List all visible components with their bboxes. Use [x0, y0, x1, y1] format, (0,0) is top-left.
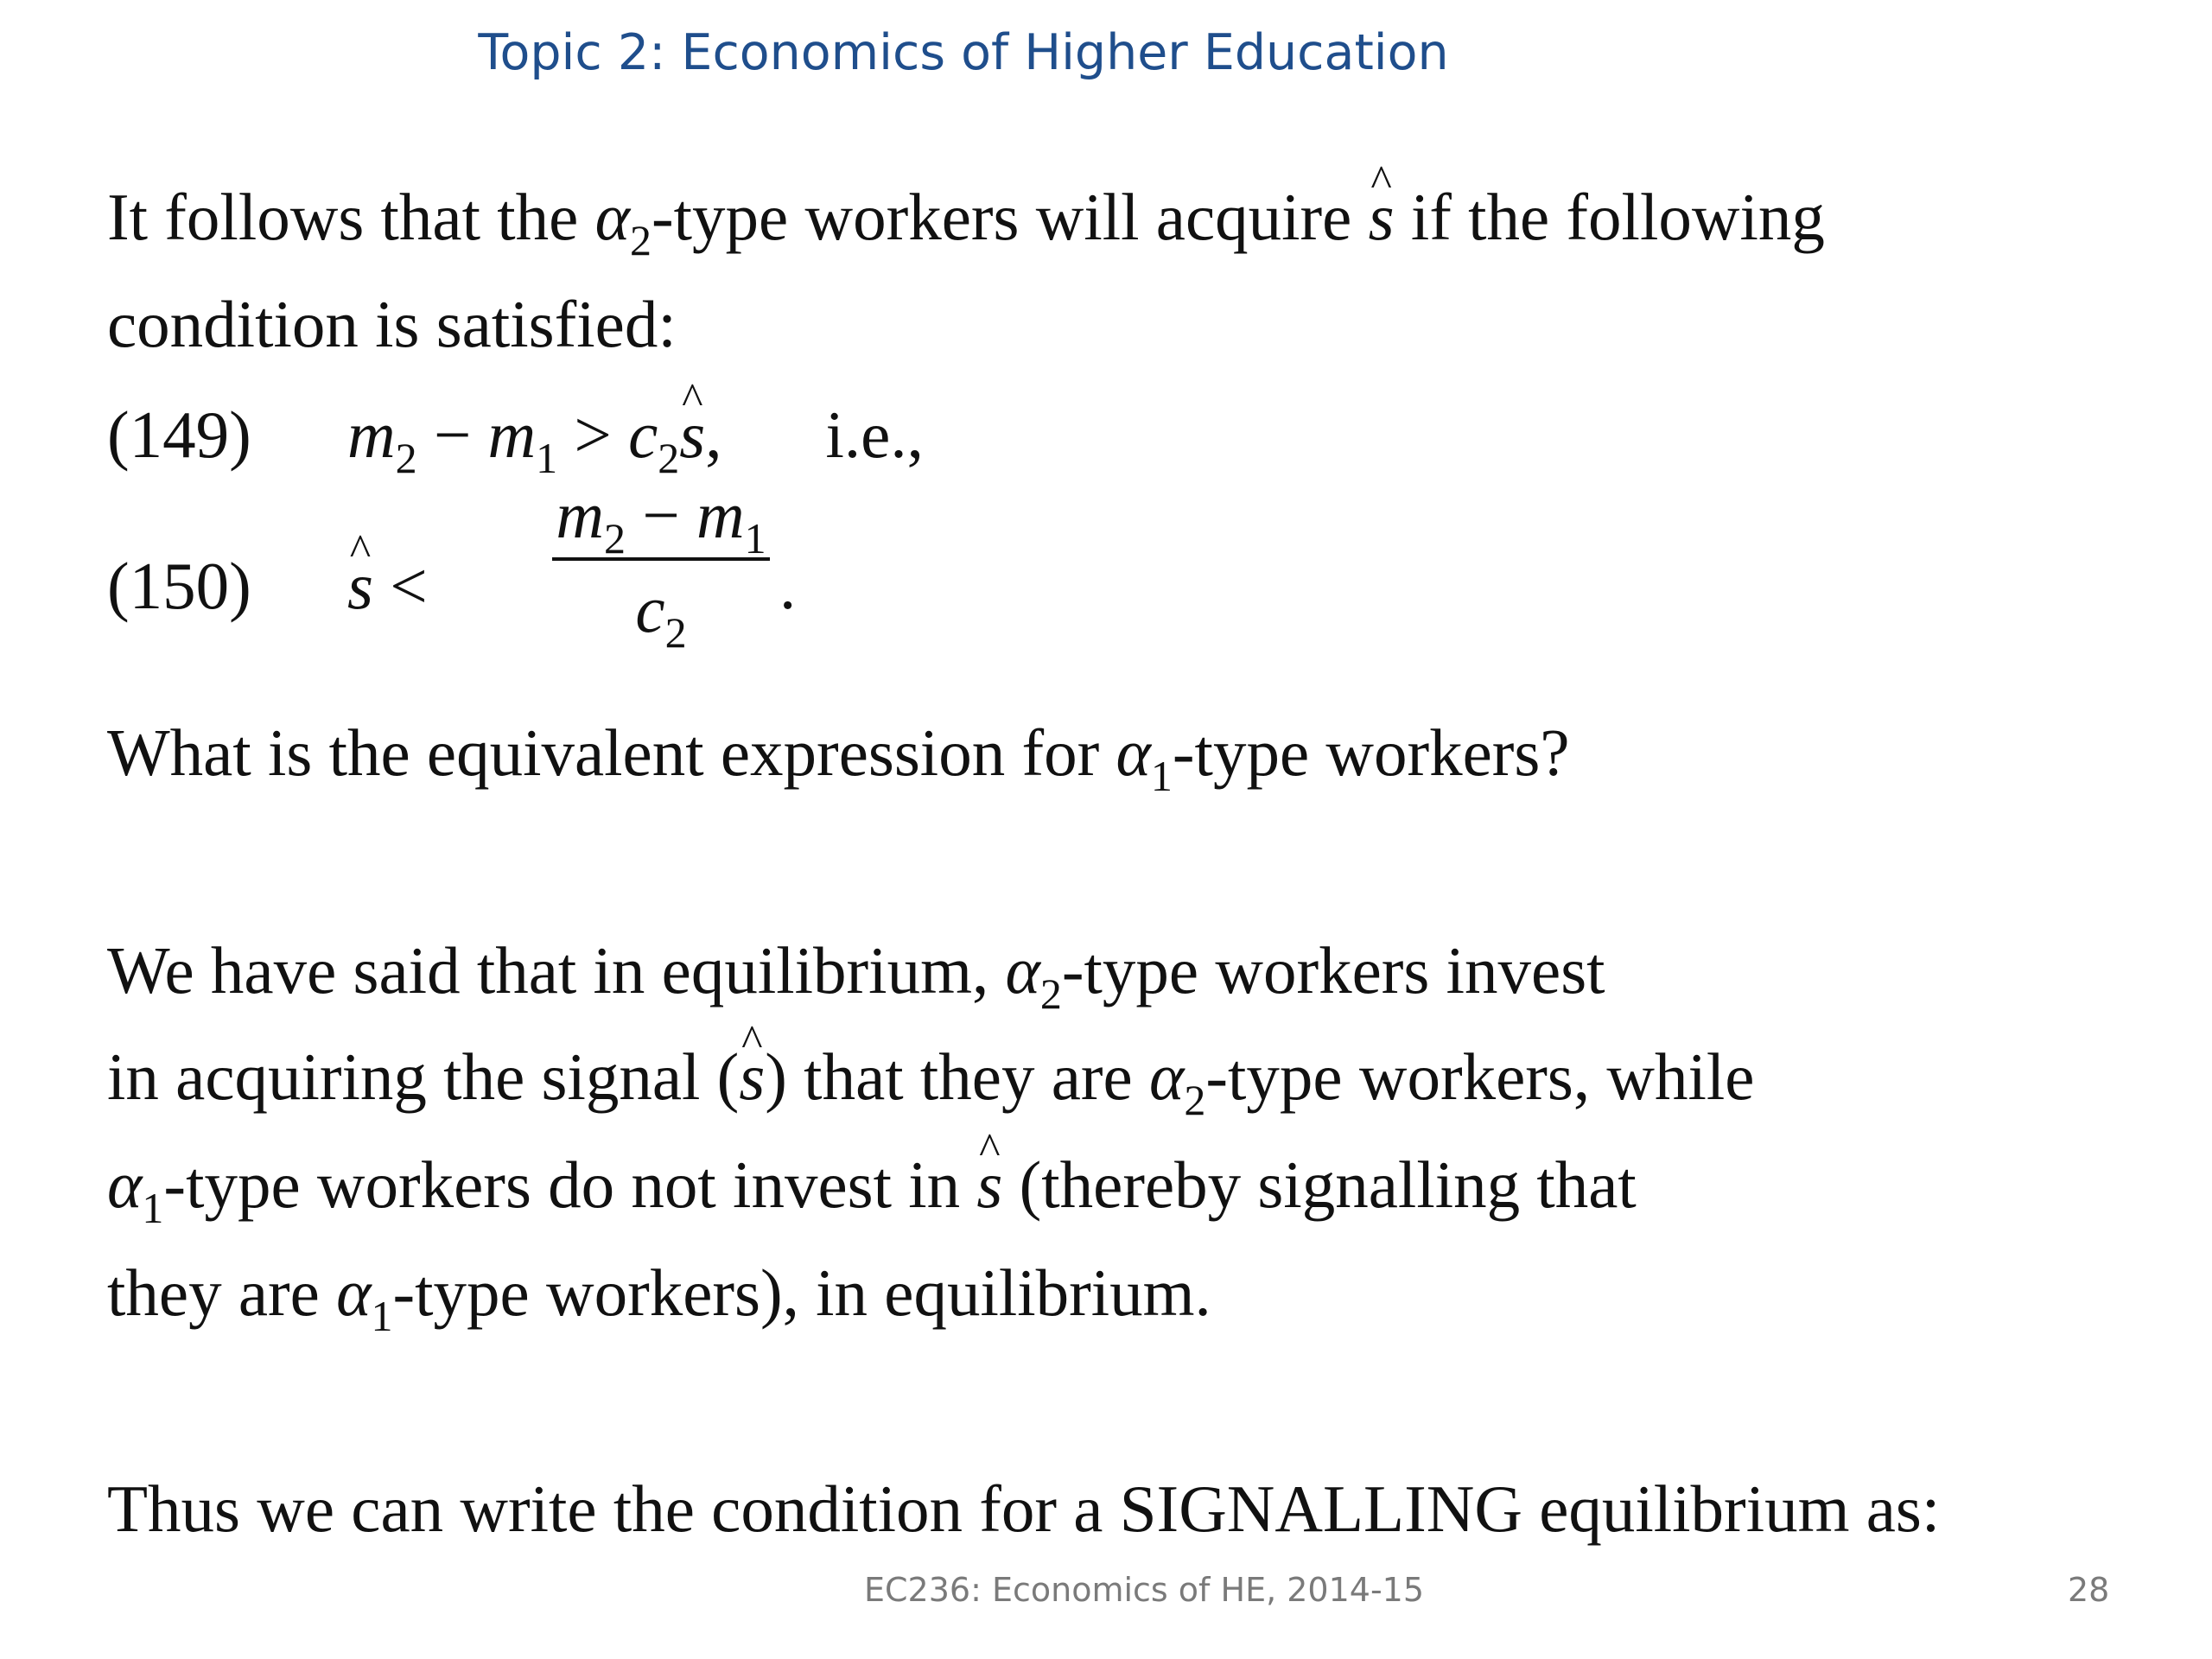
subscript: 2 [1039, 969, 1062, 1018]
subscript: 1 [371, 1292, 393, 1340]
conclusion-line: Thus we can write the condition for a SIGNALLING equilibrium as: [107, 1471, 1941, 1546]
comma: , [705, 397, 722, 472]
c-symbol: c [628, 397, 658, 472]
text: if the following [1394, 180, 1825, 254]
fraction-bar [552, 557, 770, 561]
text: in acquiring the signal ( [107, 1039, 740, 1114]
minus-sign: − [416, 397, 488, 472]
footer-page-number: 28 [2068, 1571, 2110, 1609]
slide-title: Topic 2: Economics of Higher Education [478, 24, 1449, 81]
fraction-numerator [552, 478, 770, 563]
subscript: 1 [142, 1184, 164, 1232]
less-than-sign: < [372, 549, 428, 623]
minus-sign: − [626, 478, 696, 552]
subscript: 2 [658, 434, 680, 482]
text: -type workers? [1172, 715, 1570, 790]
subscript: 1 [1150, 752, 1173, 800]
text: they are [107, 1255, 337, 1330]
text: -type workers), in equilibrium. [392, 1255, 1211, 1330]
alpha-symbol: α [594, 180, 630, 254]
subscript: 2 [1184, 1076, 1206, 1124]
subscript: 2 [604, 514, 626, 563]
fraction-denominator [552, 572, 770, 657]
period: . [779, 549, 797, 623]
text: -type workers, while [1205, 1039, 1755, 1114]
para2-line1 [107, 933, 1605, 1018]
m-symbol: m [556, 478, 605, 552]
s-hat-symbol: ^ s [347, 553, 373, 620]
text: We have said that in equilibrium, [107, 933, 1006, 1007]
m-symbol: m [696, 478, 745, 552]
m-symbol: m [347, 397, 396, 472]
para2-line3 [107, 1147, 1637, 1232]
greater-than-sign: > [557, 397, 629, 472]
text: -type workers will acquire [652, 180, 1369, 254]
para1-line2: condition is satisfied: [107, 287, 677, 361]
alpha-symbol: α [1116, 715, 1151, 790]
text: What is the equivalent expression for [107, 715, 1116, 790]
para2-line2 [107, 1039, 1755, 1124]
subscript: 1 [744, 514, 766, 563]
question-line [107, 715, 1570, 800]
equation-number: (150) [107, 549, 251, 623]
s-hat-symbol: ^ s [679, 402, 705, 468]
equation-149 [107, 397, 924, 482]
text: (thereby signalling that [1002, 1147, 1637, 1222]
subscript: 2 [664, 608, 687, 657]
equation-number: (149) [107, 397, 251, 472]
equation-150 [107, 478, 797, 657]
subscript: 1 [536, 434, 558, 482]
s-hat-symbol: ^ s [739, 1044, 765, 1110]
alpha-symbol: α [107, 1147, 143, 1222]
footer-course: EC236: Economics of HE, 2014-15 [864, 1571, 1425, 1609]
c-symbol: c [635, 572, 665, 646]
m-symbol: m [487, 397, 537, 472]
s-hat-symbol: ^ s [976, 1152, 1002, 1218]
text: It follows that the [107, 180, 595, 254]
para1-line1 [107, 180, 1825, 264]
s-hat-symbol: ^ s [1369, 184, 1395, 251]
text: -type workers do not invest in [163, 1147, 977, 1222]
para2-line4 [107, 1255, 1211, 1340]
text: -type workers invest [1061, 933, 1605, 1007]
fraction [552, 478, 770, 657]
subscript: 2 [395, 434, 417, 482]
text: ) that they are [765, 1039, 1149, 1114]
alpha-symbol: α [1148, 1039, 1185, 1114]
alpha-symbol: α [1005, 933, 1040, 1007]
subscript: 2 [630, 216, 652, 264]
alpha-symbol: α [336, 1255, 372, 1330]
ie-text: i.e., [825, 397, 924, 472]
